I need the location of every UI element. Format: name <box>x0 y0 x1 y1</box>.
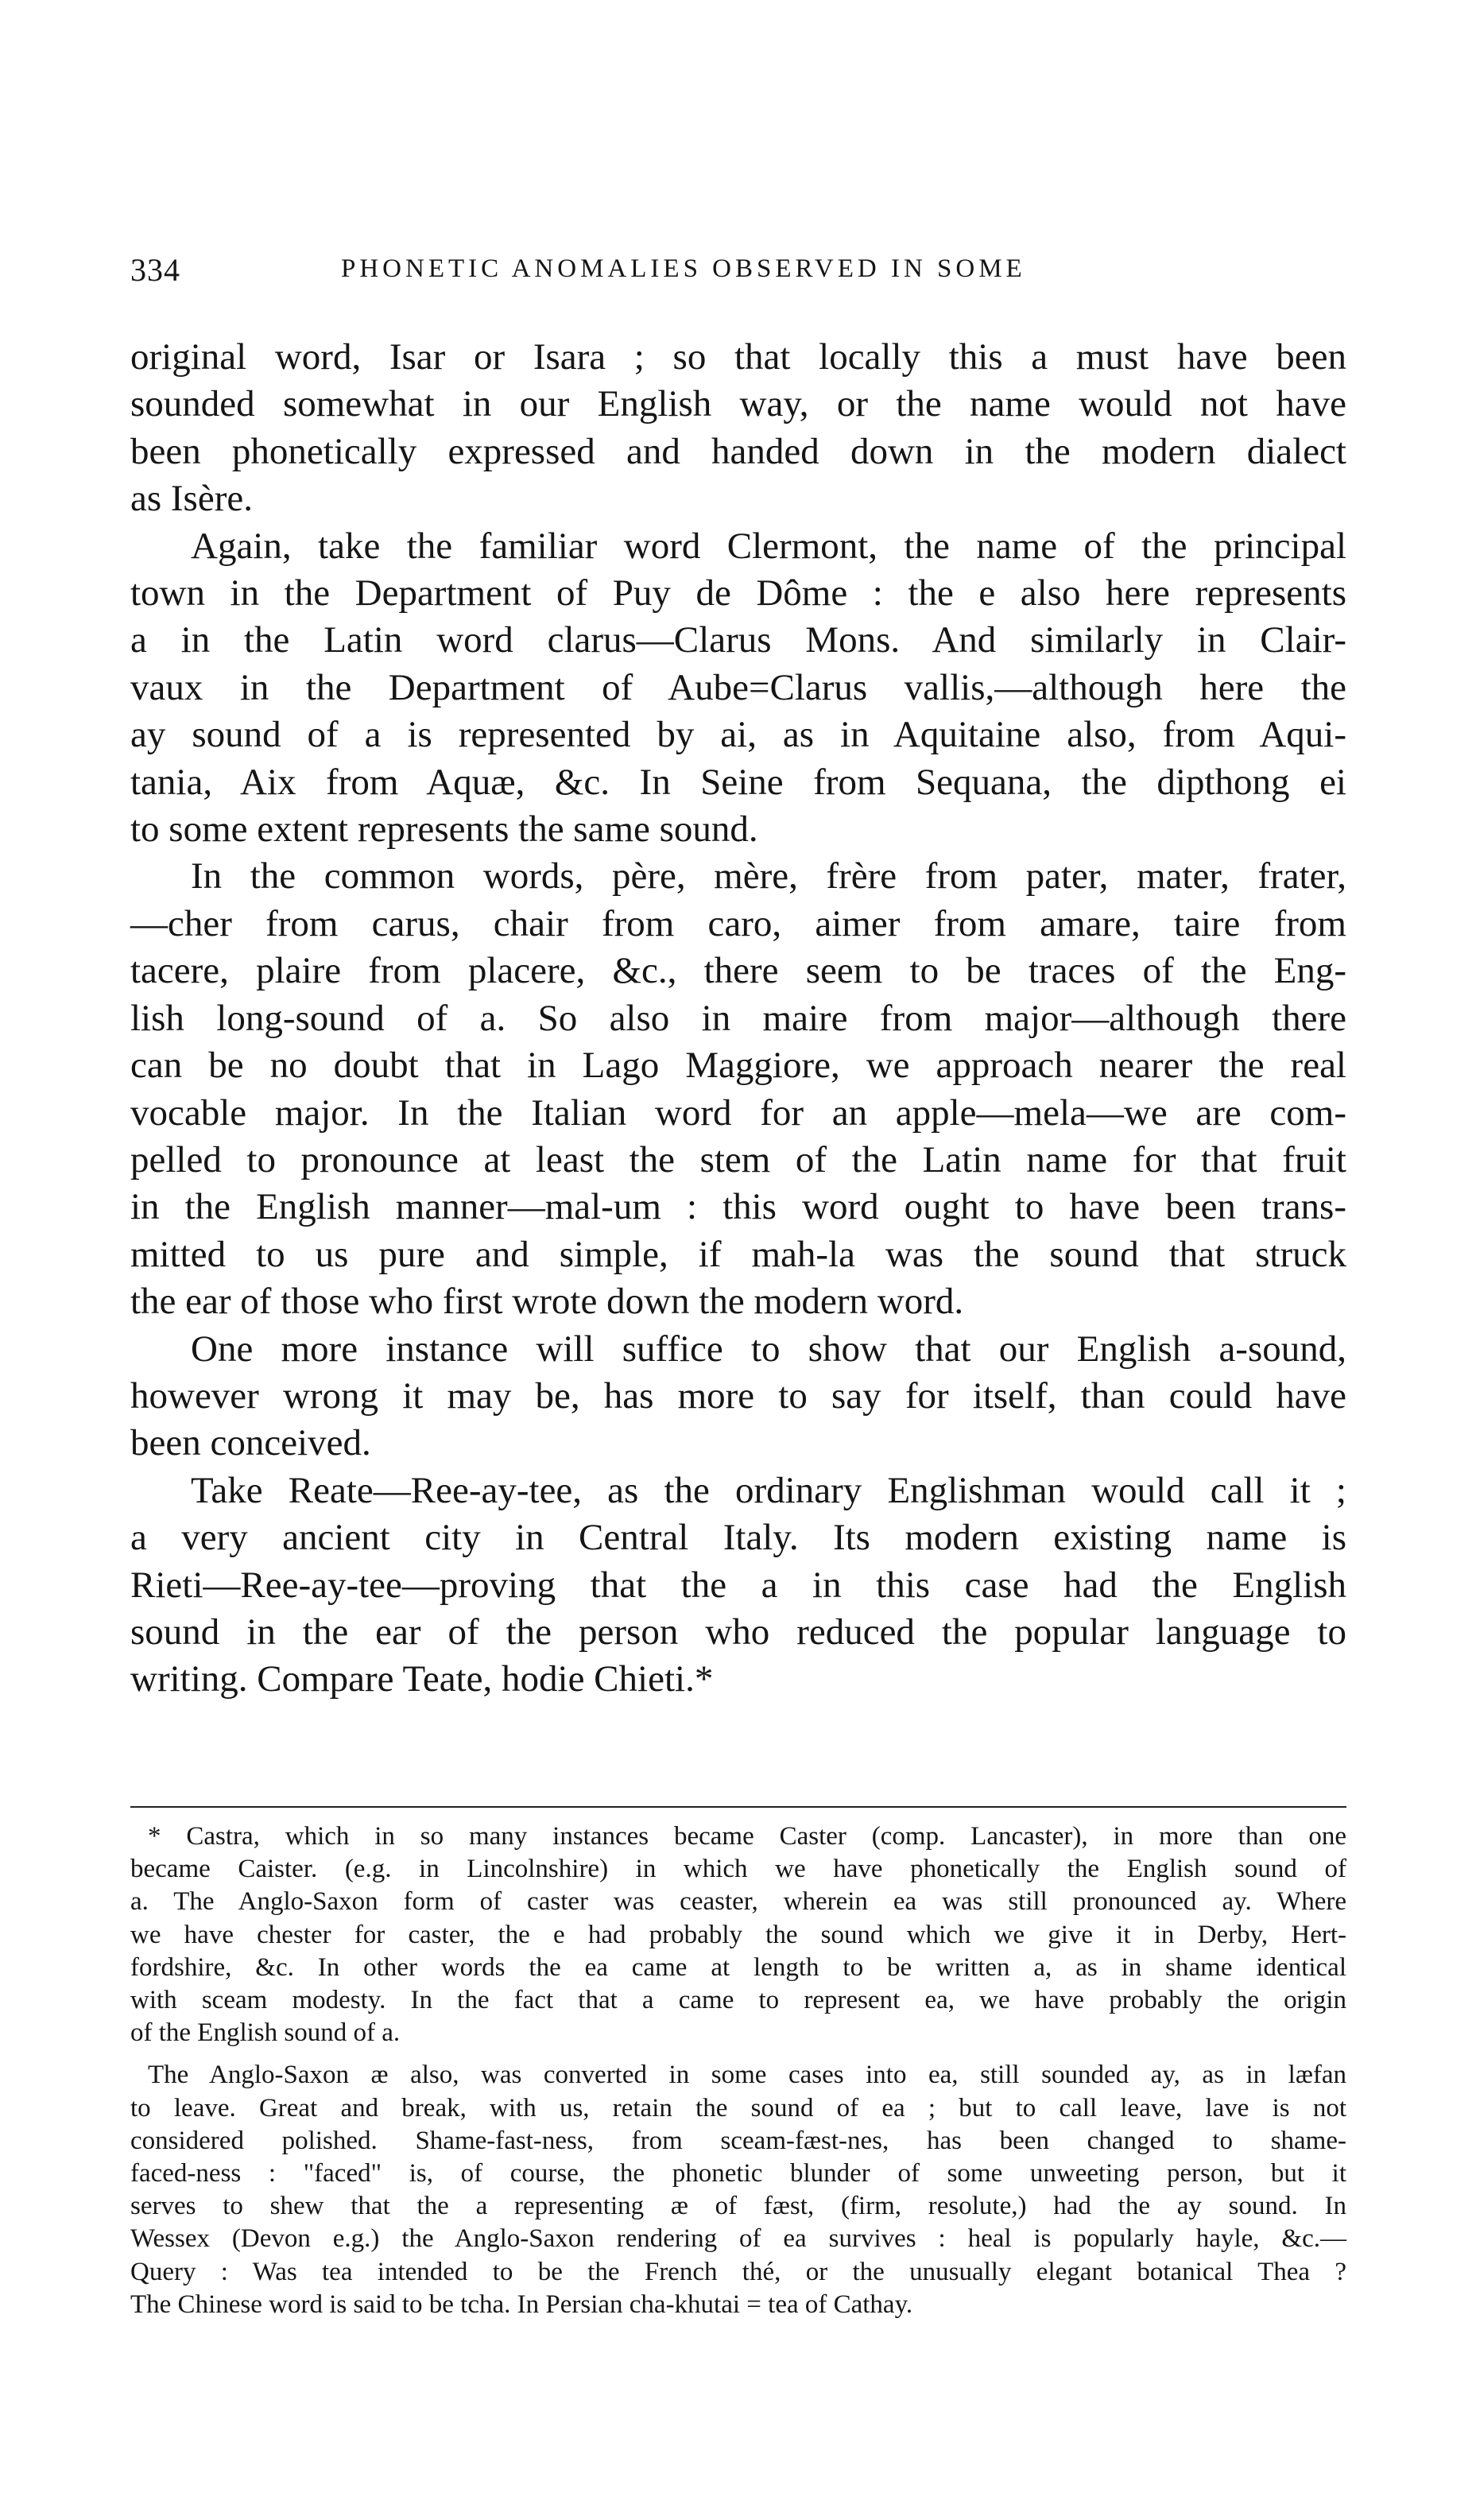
body-line: Rieti—Ree-ay-tee—proving that the a in this case had the English <box>130 1564 1346 1606</box>
running-head: PHONETIC ANOMALIES OBSERVED IN SOME <box>341 254 1026 283</box>
footnote-line: to leave. Great and break, with us, retain the sound of ea ; but to call leave, lave is not <box>130 2093 1346 2123</box>
body-line: can be no doubt that in Lago Maggiore, we approach nearer the real <box>130 1045 1346 1087</box>
footnote-paragraph <box>130 2059 1346 2321</box>
body-paragraph <box>130 1326 1346 1467</box>
body-line: a very ancient city in Central Italy. Its modern existing name is <box>130 1517 1346 1559</box>
footnote-line: a. The Anglo-Saxon form of caster was ceaster, wherein ea was still pronounced ay. Where <box>130 1887 1346 1917</box>
body-line: to some extent represents the same sound. <box>130 808 758 851</box>
body-text <box>130 334 1346 1704</box>
body-line: writing. Compare Teate, hodie Chieti.* <box>130 1658 714 1700</box>
body-paragraph <box>130 523 1346 854</box>
footnote-line: Query : Was tea intended to be the French thé, or the unusually elegant botanical Thea ? <box>130 2257 1346 2286</box>
body-line: the ear of those who first wrote down the modern word. <box>130 1281 964 1323</box>
body-line: original word, Isar or Isara ; so that locally this a must have been <box>130 336 1346 378</box>
body-line: ay sound of a is represented by ai, as in Aquitaine also, from Aqui- <box>130 714 1346 756</box>
footnote-gap <box>130 2049 1346 2059</box>
footnote-line: we have chester for caster, the e had probably the sound which we give it in Derby, Hert- <box>130 1920 1346 1949</box>
page-header <box>130 251 1346 296</box>
body-line: tania, Aix from Aquæ, &c. In Seine from Sequana, the dipthong ei <box>130 761 1346 803</box>
body-paragraph <box>130 853 1346 1325</box>
body-line: lish long-sound of a. So also in maire from major—although there <box>130 997 1346 1039</box>
body-line: —cher from carus, chair from caro, aimer from amare, taire from <box>130 902 1346 944</box>
footnote-line: Wessex (Devon e.g.) the Anglo-Saxon rendering of ea survives : heal is popularly hayle, &c.— <box>130 2224 1346 2254</box>
body-line: vaux in the Department of Aube=Clarus vallis,—although here the <box>130 666 1346 708</box>
body-paragraph <box>130 1467 1346 1704</box>
body-line: One more instance will suffice to show that our English a-sound, <box>191 1328 1346 1370</box>
body-paragraph <box>130 334 1346 523</box>
footnote-line: The Anglo-Saxon æ also, was converted in some cases into ea, still sounded ay, as in læfan <box>148 2061 1346 2090</box>
footnotes <box>130 1820 1346 2321</box>
footnote-line: serves to shew that the a representing æ of fæst, (firm, resolute,) had the ay sound. In <box>130 2192 1346 2221</box>
footnote-line: considered polished. Shame-fast-ness, from sceam-fæst-nes, has been changed to shame- <box>130 2126 1346 2155</box>
body-line: Again, take the familiar word Clermont, the name of the principal <box>191 525 1346 567</box>
body-line: Take Reate—Ree-ay-tee, as the ordinary Englishman would call it ; <box>191 1469 1346 1511</box>
footnote-line: faced-ness : "faced" is, of course, the phonetic blunder of some unweeting person, but it <box>130 2159 1346 2189</box>
footnote-line: with sceam modesty. In the fact that a came to represent ea, we have probably the origin <box>130 1986 1346 2015</box>
body-line: town in the Department of Puy de Dôme : the e also here represents <box>130 572 1346 614</box>
footnote-line: The Chinese word is said to be tcha. In Persian cha-khutai = tea of Cathay. <box>130 2289 913 2319</box>
body-line: pelled to pronounce at least the stem of the Latin name for that fruit <box>130 1138 1346 1181</box>
body-line: mitted to us pure and simple, if mah-la was the sound that struck <box>130 1233 1346 1275</box>
body-line: however wrong it may be, has more to say for itself, than could have <box>130 1374 1346 1417</box>
body-line: vocable major. In the Italian word for an apple—mela—we are com- <box>130 1091 1346 1134</box>
body-line: sounded somewhat in our English way, or the name would not have <box>130 383 1346 425</box>
footnote-line: of the English sound of a. <box>130 2018 401 2048</box>
body-line: sound in the ear of the person who reduced the popular language to <box>130 1611 1346 1653</box>
body-line: tacere, plaire from placere, &c., there seem to be traces of the Eng- <box>130 950 1346 992</box>
body-line: in the English manner—mal-um : this word ought to have been trans- <box>130 1186 1346 1228</box>
body-line: been conceived. <box>130 1422 371 1464</box>
footnote-paragraph <box>130 1820 1346 2049</box>
footnote-line: * Castra, which in so many instances became Caster (comp. Lancaster), in more than one <box>148 1822 1346 1851</box>
body-line: been phonetically expressed and handed down in the modern dialect <box>130 430 1346 472</box>
body-line: a in the Latin word clarus—Clarus Mons. And similarly in Clair- <box>130 619 1346 661</box>
footnote-divider <box>130 1806 1346 1808</box>
body-line: as Isère. <box>130 478 253 520</box>
page-number: 334 <box>130 252 180 288</box>
body-line: In the common words, père, mère, frère from pater, mater, frater, <box>191 855 1346 898</box>
footnote-line: fordshire, &c. In other words the ea came at length to be written a, as in shame identical <box>130 1952 1346 1982</box>
footnote-line: became Caister. (e.g. in Lincolnshire) in which we have phonetically the English sound of <box>130 1855 1346 1884</box>
